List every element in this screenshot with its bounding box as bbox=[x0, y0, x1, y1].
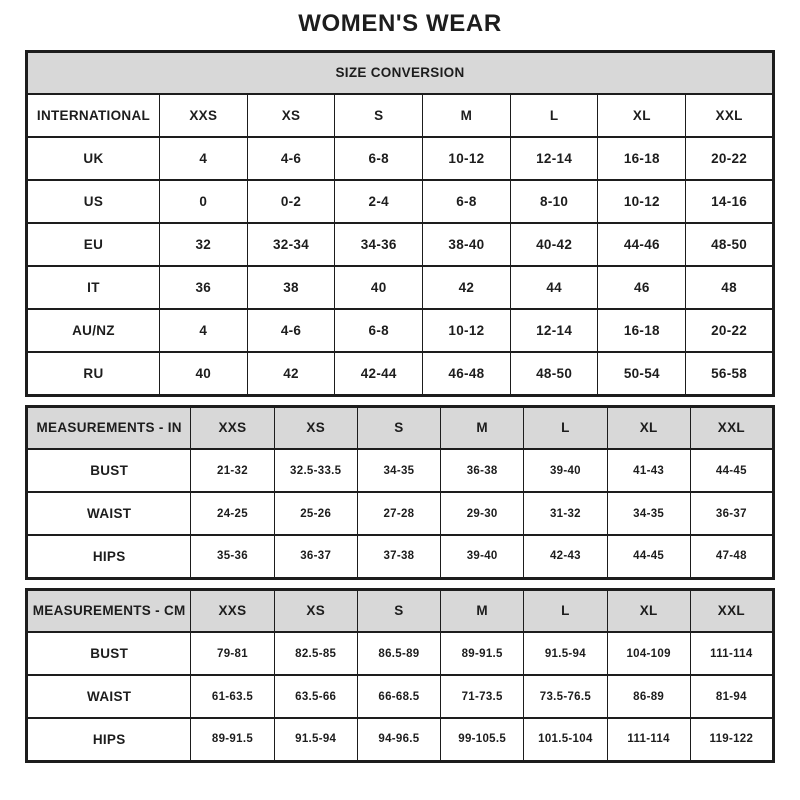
cell-value: 119-122 bbox=[690, 718, 773, 761]
cell-value: 40 bbox=[159, 352, 247, 395]
cell-value: 42-44 bbox=[335, 352, 423, 395]
measurements-cm-title: MEASUREMENTS - CM bbox=[27, 589, 191, 632]
col-header-l: L bbox=[524, 406, 607, 449]
col-header-s: S bbox=[357, 589, 440, 632]
cell-value: 44-46 bbox=[598, 223, 686, 266]
cell-value: 89-91.5 bbox=[441, 632, 524, 675]
col-header-xl: XL bbox=[607, 406, 690, 449]
cell-value: 91.5-94 bbox=[274, 718, 357, 761]
row-label: RU bbox=[27, 352, 160, 395]
cell-value: 73.5-76.5 bbox=[524, 675, 607, 718]
row-label: HIPS bbox=[27, 718, 191, 761]
col-header-l: L bbox=[510, 94, 598, 137]
col-header-l: L bbox=[524, 589, 607, 632]
col-header-xxl: XXL bbox=[686, 94, 774, 137]
cell-value: 48 bbox=[686, 266, 774, 309]
cell-value: 61-63.5 bbox=[191, 675, 274, 718]
table-row bbox=[27, 309, 774, 352]
cell-value: 32 bbox=[159, 223, 247, 266]
measurements-cm-table bbox=[25, 588, 775, 763]
cell-value: 16-18 bbox=[598, 309, 686, 352]
cell-value: 86.5-89 bbox=[357, 632, 440, 675]
table-row bbox=[27, 137, 774, 180]
col-header-xs: XS bbox=[274, 406, 357, 449]
table-row bbox=[27, 492, 774, 535]
cell-value: 63.5-66 bbox=[274, 675, 357, 718]
row-label: WAIST bbox=[27, 675, 191, 718]
col-header-xs: XS bbox=[274, 589, 357, 632]
col-header-s: S bbox=[357, 406, 440, 449]
cell-value: 79-81 bbox=[191, 632, 274, 675]
cell-value: 48-50 bbox=[510, 352, 598, 395]
table-row bbox=[27, 632, 774, 675]
column-header-row bbox=[27, 94, 774, 137]
column-header-row bbox=[27, 589, 774, 632]
cell-value: 6-8 bbox=[423, 180, 511, 223]
table-row bbox=[27, 449, 774, 492]
cell-value: 32.5-33.5 bbox=[274, 449, 357, 492]
cell-value: 29-30 bbox=[441, 492, 524, 535]
cell-value: 21-32 bbox=[191, 449, 274, 492]
col-header-xs: XS bbox=[247, 94, 335, 137]
cell-value: 42 bbox=[247, 352, 335, 395]
cell-value: 12-14 bbox=[510, 137, 598, 180]
cell-value: 4 bbox=[159, 137, 247, 180]
measurements-cm-body bbox=[27, 632, 774, 761]
cell-value: 81-94 bbox=[690, 675, 773, 718]
cell-value: 0-2 bbox=[247, 180, 335, 223]
row-label: US bbox=[27, 180, 160, 223]
cell-value: 6-8 bbox=[335, 137, 423, 180]
col-header-s: S bbox=[335, 94, 423, 137]
measurements-in-body bbox=[27, 449, 774, 578]
cell-value: 99-105.5 bbox=[441, 718, 524, 761]
cell-value: 35-36 bbox=[191, 535, 274, 578]
cell-value: 111-114 bbox=[690, 632, 773, 675]
cell-value: 4-6 bbox=[247, 309, 335, 352]
table-row bbox=[27, 266, 774, 309]
cell-value: 36-37 bbox=[274, 535, 357, 578]
cell-value: 4-6 bbox=[247, 137, 335, 180]
col-header-m: M bbox=[441, 589, 524, 632]
cell-value: 94-96.5 bbox=[357, 718, 440, 761]
cell-value: 2-4 bbox=[335, 180, 423, 223]
table-row bbox=[27, 718, 774, 761]
cell-value: 56-58 bbox=[686, 352, 774, 395]
row-label: WAIST bbox=[27, 492, 191, 535]
cell-value: 40 bbox=[335, 266, 423, 309]
col-header-international: INTERNATIONAL bbox=[27, 94, 160, 137]
row-label: BUST bbox=[27, 632, 191, 675]
cell-value: 32-34 bbox=[247, 223, 335, 266]
cell-value: 39-40 bbox=[441, 535, 524, 578]
cell-value: 46-48 bbox=[423, 352, 511, 395]
cell-value: 6-8 bbox=[335, 309, 423, 352]
cell-value: 47-48 bbox=[690, 535, 773, 578]
table-title-row bbox=[27, 51, 774, 94]
row-label: HIPS bbox=[27, 535, 191, 578]
cell-value: 31-32 bbox=[524, 492, 607, 535]
page-title: WOMEN'S WEAR bbox=[298, 10, 502, 37]
cell-value: 20-22 bbox=[686, 309, 774, 352]
col-header-m: M bbox=[441, 406, 524, 449]
cell-value: 0 bbox=[159, 180, 247, 223]
row-label: UK bbox=[27, 137, 160, 180]
measurements-in-table bbox=[25, 405, 775, 580]
row-label: BUST bbox=[27, 449, 191, 492]
cell-value: 36 bbox=[159, 266, 247, 309]
cell-value: 39-40 bbox=[524, 449, 607, 492]
cell-value: 25-26 bbox=[274, 492, 357, 535]
col-header-xxl: XXL bbox=[690, 589, 773, 632]
cell-value: 10-12 bbox=[423, 137, 511, 180]
cell-value: 41-43 bbox=[607, 449, 690, 492]
row-label: AU/NZ bbox=[27, 309, 160, 352]
cell-value: 34-36 bbox=[335, 223, 423, 266]
size-conversion-body bbox=[27, 137, 774, 395]
cell-value: 34-35 bbox=[607, 492, 690, 535]
col-header-xxl: XXL bbox=[690, 406, 773, 449]
cell-value: 50-54 bbox=[598, 352, 686, 395]
table-row bbox=[27, 675, 774, 718]
cell-value: 12-14 bbox=[510, 309, 598, 352]
size-conversion-table bbox=[25, 50, 775, 397]
cell-value: 46 bbox=[598, 266, 686, 309]
cell-value: 38-40 bbox=[423, 223, 511, 266]
cell-value: 10-12 bbox=[423, 309, 511, 352]
cell-value: 38 bbox=[247, 266, 335, 309]
table-row bbox=[27, 352, 774, 395]
col-header-xxs: XXS bbox=[159, 94, 247, 137]
size-conversion-title: SIZE CONVERSION bbox=[27, 51, 774, 94]
cell-value: 44-45 bbox=[607, 535, 690, 578]
col-header-xxs: XXS bbox=[191, 406, 274, 449]
cell-value: 48-50 bbox=[686, 223, 774, 266]
cell-value: 71-73.5 bbox=[441, 675, 524, 718]
col-header-xl: XL bbox=[607, 589, 690, 632]
cell-value: 34-35 bbox=[357, 449, 440, 492]
cell-value: 104-109 bbox=[607, 632, 690, 675]
cell-value: 8-10 bbox=[510, 180, 598, 223]
cell-value: 16-18 bbox=[598, 137, 686, 180]
cell-value: 27-28 bbox=[357, 492, 440, 535]
cell-value: 66-68.5 bbox=[357, 675, 440, 718]
table-row bbox=[27, 223, 774, 266]
cell-value: 36-38 bbox=[441, 449, 524, 492]
table-row bbox=[27, 535, 774, 578]
column-header-row bbox=[27, 406, 774, 449]
col-header-m: M bbox=[423, 94, 511, 137]
cell-value: 44-45 bbox=[690, 449, 773, 492]
cell-value: 42-43 bbox=[524, 535, 607, 578]
measurements-in-title: MEASUREMENTS - IN bbox=[27, 406, 191, 449]
cell-value: 101.5-104 bbox=[524, 718, 607, 761]
cell-value: 37-38 bbox=[357, 535, 440, 578]
cell-value: 91.5-94 bbox=[524, 632, 607, 675]
table-row bbox=[27, 180, 774, 223]
col-header-xxs: XXS bbox=[191, 589, 274, 632]
col-header-xl: XL bbox=[598, 94, 686, 137]
cell-value: 111-114 bbox=[607, 718, 690, 761]
row-label: EU bbox=[27, 223, 160, 266]
cell-value: 86-89 bbox=[607, 675, 690, 718]
cell-value: 4 bbox=[159, 309, 247, 352]
cell-value: 14-16 bbox=[686, 180, 774, 223]
cell-value: 89-91.5 bbox=[191, 718, 274, 761]
cell-value: 20-22 bbox=[686, 137, 774, 180]
cell-value: 40-42 bbox=[510, 223, 598, 266]
cell-value: 36-37 bbox=[690, 492, 773, 535]
cell-value: 44 bbox=[510, 266, 598, 309]
cell-value: 42 bbox=[423, 266, 511, 309]
cell-value: 82.5-85 bbox=[274, 632, 357, 675]
cell-value: 24-25 bbox=[191, 492, 274, 535]
cell-value: 10-12 bbox=[598, 180, 686, 223]
row-label: IT bbox=[27, 266, 160, 309]
